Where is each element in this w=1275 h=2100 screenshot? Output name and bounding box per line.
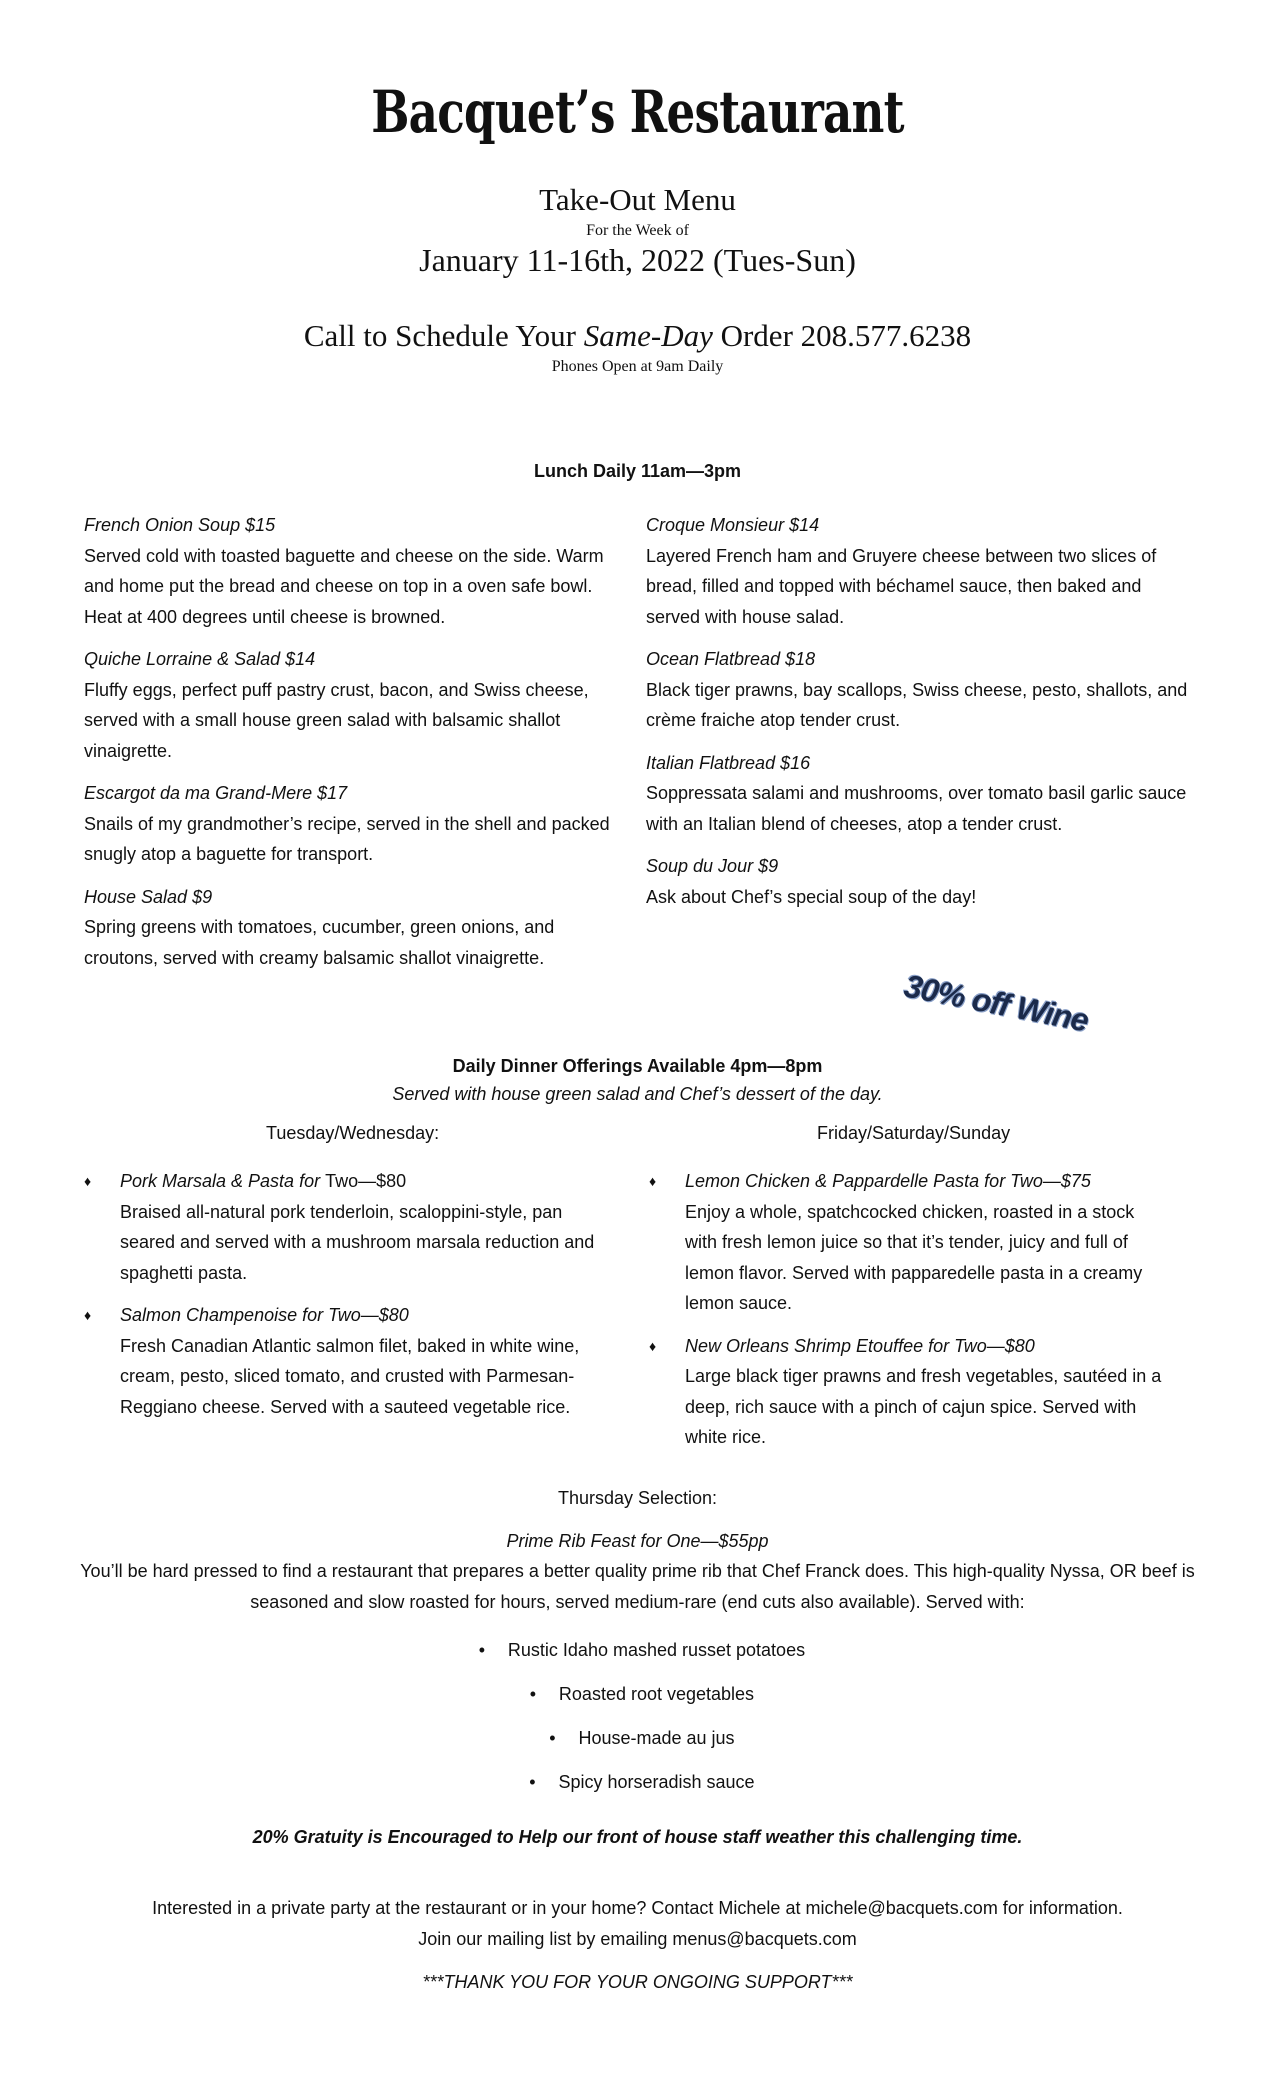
item-name: Quiche Lorraine & Salad $14: [84, 649, 316, 669]
item-name: Soup du Jour $9: [646, 856, 779, 876]
item-name: Italian Flatbread $16: [646, 752, 811, 773]
menu-item: [646, 851, 1191, 912]
phones-note: Phones Open at 9am Daily: [551, 358, 724, 375]
lunch-heading: Lunch Daily 11am—3pm: [533, 461, 742, 481]
lunch-right-column: [646, 510, 1191, 924]
call-line: [0, 318, 1275, 354]
menu-item: [646, 644, 1191, 736]
call-prefix: Call to Schedule Your: [303, 318, 584, 353]
prime-rib-name: Prime Rib Feast for One—$55pp: [506, 1531, 769, 1551]
day-label-fri-sun: Friday/Saturday/Sunday: [817, 1123, 1011, 1143]
item-name: Ocean Flatbread $18: [646, 649, 816, 669]
item-description: Large black tiger prawns and fresh vegetables, sautéed in a deep, rich sauce with a pinch of cajun spice. Served with white rice.: [685, 1366, 1162, 1447]
dinner-item: [84, 1300, 604, 1422]
mailing-list-note: Join our mailing list by emailing menus@bacquets.com: [418, 1929, 857, 1949]
menu-item: [84, 882, 629, 974]
sides-list: [0, 1628, 1275, 1804]
wine-discount-badge: 30% off Wine: [901, 967, 1092, 1039]
date-range: January 11-16th, 2022 (Tues-Sun): [419, 242, 856, 278]
thursday-label: Thursday Selection:: [557, 1488, 718, 1508]
item-description: Served cold with toasted baguette and cheese on the side. Warm and home put the bread and cheese on top in a oven safe bowl. Heat at 400 degrees until cheese is browned.: [84, 545, 604, 627]
item-description: Black tiger prawns, bay scallops, Swiss cheese, pesto, shallots, and crème fraiche atop tender crust.: [646, 679, 1188, 730]
side-label: Spicy horseradish sauce: [558, 1772, 755, 1792]
side-label: Rustic Idaho mashed russet potatoes: [507, 1640, 806, 1660]
day-label-tue-wed: Tuesday/Wednesday:: [266, 1123, 440, 1143]
side-item: [0, 1716, 1275, 1760]
item-name: Croque Monsieur $14: [646, 515, 820, 535]
bullet-icon: •: [478, 1640, 486, 1660]
menu-item: [646, 510, 1191, 632]
menu-item: [84, 778, 629, 870]
lunch-left-column: [84, 510, 629, 985]
gratuity-note: 20% Gratuity is Encouraged to Help our front of house staff weather this challenging time.: [252, 1827, 1023, 1847]
bullet-icon: •: [529, 1684, 537, 1704]
item-name: French Onion Soup $15: [84, 515, 276, 535]
item-description: Snails of my grandmother’s recipe, served in the shell and packed snugly atop a baguette for transport.: [84, 813, 610, 864]
side-item: [0, 1760, 1275, 1804]
call-suffix: Order 208.577.6238: [712, 318, 972, 353]
menu-item: [646, 748, 1191, 840]
item-name: Salmon Champenoise for Two—$80: [120, 1305, 409, 1325]
item-description: Braised all-natural pork tenderloin, scaloppini-style, pan seared and served with a mushroom marsala reduction and spaghetti pasta.: [120, 1201, 595, 1283]
item-description: Enjoy a whole, spatchcocked chicken, roasted in a stock with fresh lemon juice so that it’s tender, juicy and full of lemon flavor. Served with papparedelle pasta in a creamy lemon sauce.: [685, 1201, 1143, 1313]
week-label: For the Week of: [586, 222, 689, 239]
dinner-item: [84, 1166, 604, 1288]
item-description: Fresh Canadian Atlantic salmon filet, baked in white wine, cream, pesto, sliced tomato, and crusted with Parmesan-Reggiano cheese. Served with a sauteed vegetable rice.: [120, 1335, 580, 1417]
side-label: Roasted root vegetables: [558, 1684, 755, 1704]
side-label: House-made au jus: [578, 1728, 735, 1748]
contact-note: Interested in a private party at the restaurant or in your home? Contact Michele at michele@bacquets.com for information.: [152, 1898, 1123, 1918]
item-name: Escargot da ma Grand-Mere $17: [84, 783, 348, 803]
dinner-heading: Daily Dinner Offerings Available 4pm—8pm: [452, 1056, 823, 1076]
menu-item: [84, 644, 629, 766]
item-description: Ask about Chef’s special soup of the day!: [646, 886, 977, 907]
diamond-bullet-icon: ♦: [84, 1173, 92, 1189]
thank-you-note: ***THANK YOU FOR YOUR ONGOING SUPPORT***: [422, 1972, 853, 1992]
menu-subtitle: Take-Out Menu: [539, 182, 736, 217]
item-name-plain: Two—$80: [325, 1171, 407, 1191]
menu-item: [84, 510, 629, 632]
side-item: [0, 1672, 1275, 1716]
dinner-subtext: Served with house green salad and Chef’s dessert of the day.: [392, 1084, 883, 1104]
call-emphasis: Same-Day: [583, 318, 713, 353]
restaurant-name: Bacquet’s Restaurant: [371, 78, 904, 146]
item-name: House Salad $9: [84, 886, 213, 907]
item-description: Fluffy eggs, perfect puff pastry crust, bacon, and Swiss cheese, served with a small house green salad with balsamic shallot vinaigrette.: [84, 679, 589, 761]
side-item: [0, 1628, 1275, 1672]
item-name: Pork Marsala & Pasta for: [120, 1171, 326, 1191]
item-name: Lemon Chicken & Pappardelle Pasta for Two—$75: [685, 1171, 1091, 1191]
dinner-item: [649, 1331, 1169, 1453]
item-description: Layered French ham and Gruyere cheese between two slices of bread, filled and topped with béchamel sauce, then baked and served with house salad.: [646, 545, 1157, 627]
bullet-icon: •: [529, 1772, 536, 1792]
item-description: Spring greens with tomatoes, cucumber, green onions, and croutons, served with creamy balsamic shallot vinaigrette.: [84, 917, 555, 968]
diamond-bullet-icon: ♦: [84, 1307, 92, 1323]
prime-rib-description: You’ll be hard pressed to find a restaurant that prepares a better quality prime rib that Chef Franck does. This high-quality Nyssa, OR beef is seasoned and slow roasted for hours, served medium-rare (end cuts also available). Served with:: [80, 1561, 1195, 1612]
item-description: Soppressata salami and mushrooms, over tomato basil garlic sauce with an Italian blend of cheeses, atop a tender crust.: [646, 783, 1187, 834]
diamond-bullet-icon: ♦: [649, 1173, 657, 1189]
bullet-icon: •: [549, 1728, 556, 1748]
dinner-right-column: [649, 1166, 1169, 1465]
dinner-item: [649, 1166, 1169, 1319]
dinner-left-column: [84, 1166, 604, 1434]
diamond-bullet-icon: ♦: [649, 1337, 657, 1354]
item-name: New Orleans Shrimp Etouffee for Two—$80: [685, 1335, 1035, 1356]
